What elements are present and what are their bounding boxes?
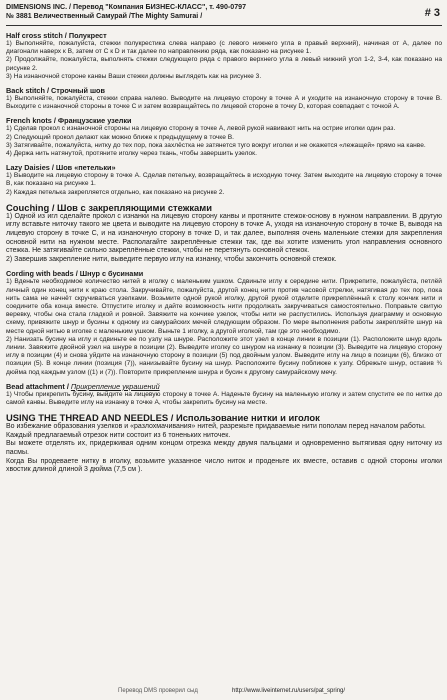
section-title-text: Bead attachment /	[6, 381, 71, 391]
document-page	[6, 3, 442, 475]
section-title-text: Half cross stitch / Полукрест	[6, 31, 107, 40]
paragraph: Вы можете отделять их, придерживая одним концом отрезка между двумя пальцами и одновременно вытягивая одну ниточку из пасмы.	[6, 440, 442, 457]
section-title	[6, 202, 442, 213]
paragraph: Во избежание образования узелков и «разлохмачивания» нитей, разрежьте придаваемые нити пополам перед началом работы.	[6, 423, 426, 431]
page-header	[6, 3, 442, 26]
section	[6, 412, 442, 475]
paragraph: 1) Одной из игл сделайте прокол с изнанки на лицевую сторону канвы и протяните стежок-основу в нужном направлении. В другую иглу вставьте ниточку такого же цвета и выводите на лицевую сторону в точке А, уходя на изнаночную сторону в точке В, выводя на лицевую сторону в точке С, и на изнаночную сторону в точке D, и так далее, выполняя очень маленькие стежки для закрепления основной нити на нужном месте. Располагайте закреплённые стежки так, где вы хотите изменить угол направления основного стежка. Не затягивайте сильно закреплённые стежки, чтобы не перетянуть основной стежок.	[6, 212, 442, 255]
footer-watermark-url: http://www.liveinternet.ru/users/pat_spring/	[232, 688, 346, 694]
section-title-text: USING THE THREAD AND NEEDLES / Использование нитки и иголок	[6, 412, 320, 424]
paragraph: Каждый предлагаемый отрезок нити состоит из 6 тоненьких ниточек.	[6, 431, 231, 439]
instruction-sections	[6, 31, 442, 475]
section-title	[6, 412, 442, 423]
header-line-1: DIMENSIONS INC. / Перевод "Компания БИЗНЕС-КЛАСС", т. 490-0797	[6, 3, 247, 11]
paragraph: 3) Затягивайте, пожалуйста, нитку до тех пор, пока захлёстка не затянется туго вокруг иголки и не окажется «лежащей» прямо на канве.	[6, 141, 426, 149]
paragraph: 2) Следующий прокол делают как можно ближе к предыдущему в точке В.	[6, 133, 234, 141]
paragraph: 1) Чтобы прикрепить бусину, выйдите на лицевую сторону в точке А. Наденьте бусину на маленькую иголку и затем спустите ее по нитке до самой канвы. Выведите иглу на изнанку в точке А, чтобы закрепить бусину на месте.	[6, 390, 442, 407]
section-title-text: Cording with beads / Шнур с бусинами	[6, 269, 144, 279]
section-title	[6, 31, 442, 40]
section	[6, 86, 442, 111]
paragraph: 1) Сделав прокол с изнаночной стороны на лицевую сторону в точке А, левой рукой навивают нить на острие иголки один раз.	[6, 125, 396, 133]
section-title	[6, 163, 442, 172]
paragraph: 1) Выводите на лицевую сторону в точке А. Сделав петельку, возвращайтесь в исходную точку. Затем выходите на лицевую сторону в точке В, как показано на рисунке 1.	[6, 172, 442, 188]
paragraph: Когда Вы продеваете нитку в иголку, возьмите указанное число ниток и проденьте их вместе, оставив с одной стороны иголки хвостик длиной длиной 3 дюйма (7,5 см ).	[6, 457, 442, 474]
paragraph: 2) Каждая петелька закрепляется отдельно, как показано на рисунке 2.	[6, 188, 225, 196]
section-title-text: Couching / Шов с закрепляющими стежками	[6, 201, 212, 213]
section-title-text: French knots / Французские узелки	[6, 116, 132, 126]
paragraph: 1) Вденьте необходимое количество нитей в иголку с маленьким ушком. Сдвиньте иглу к середине нити. Прикрепите, пожалуйста, петлёй личный один конец нити к краю стола. Закручивайте, пожалуйста, другой конец нити против часовой стрелки, натягивая до тех пор, пока нить сама не начнёт скручиваться узелками. Возьмите одной рукой иголку, другой рукой отделите прикреплённый к столу кончик нити и соедините оба конца вместе. Отпустите иголку и дайте возможность нити продолжать закручиваться самостоятельно. Поправьте свитую веревку, чтобы она стала гладкой и ровной. Завяжите на кончике узелок, чтобы нити не распустились. Используя диаграмму и основную схему, привяжите шнур и бусины к одному из самурайских мечей следующим образом. По мере выполнения работы закрепляйте шнур на месте одной нитью в иголке с маленьким ушком. Выньте 1 иголку, а другой иголкой, там где это необходимо.	[6, 278, 442, 335]
paragraph: 4) Держа нить натянутой, протяните иголку через ткань, чтобы завершить узелок.	[6, 150, 257, 158]
paragraph: 2) Нанизать бусину на иглу и сдвиньте ее по узлу на шнуре. Расположите этот узел в конце линии в позиции (1). Расположите шнур вдоль линии. Завяжите двойной узел на шнуре в позиции (2). Выведите иголку со шнуром на изнанку в позиции (3). Выведите на лицевую сторону иглу в позиции (4) и снова уйдите на изнаночную сторону в позиции (5) под двойным узлом. Выведите иглу на лицо в позиции (6), близко от позиции (5). В конце линии (позиция (7)), нанизывайте бусину на шнур. Расположите бусину побликже к узлу. Обрежьте шнур, оставив ¾ дюйма под каждым узлом ((1) и (7)). Повторите прикрепление шнура и бусин к другому самурайскому мечу.	[6, 335, 442, 376]
section	[6, 163, 442, 197]
section-title-text: Lazy Daisies / Шов «петельки»	[6, 163, 116, 173]
page-number: # 3	[424, 7, 440, 19]
section-title	[6, 86, 442, 95]
section	[6, 269, 442, 376]
paragraph: 3) На изнаночной стороне канвы Ваши стежки должны выглядеть как на рисунке 3.	[6, 72, 262, 80]
section-title-subtitle: Прикрепление украшений	[70, 381, 160, 391]
section	[6, 202, 442, 265]
paragraph: 2) Продолжайте, пожалуйста, выполнять стежки следующего ряда с правого верхнего угла в левый нижний угол 1-2, 3-4, как показано на рисунке 2.	[6, 56, 442, 72]
section	[6, 116, 442, 158]
section-title-text: Back stitch / Строчный шов	[6, 86, 106, 96]
section	[6, 382, 442, 407]
paragraph: 1) Выполняйте, пожалуйста, стежки полукрестика слева направо (с левого нижнего угла в правый верхний), начиная от А, далее по диагонали наверх к В, затем от С к D и так далее по направлению ряда, как показано на рисунке 1.	[6, 40, 442, 56]
paragraph: 2) Завершив закрепление нити, выведите первую иглу на изнанку, чтобы закончить основной стежок.	[6, 255, 337, 263]
paragraph: 1) Выполняйте, пожалуйста, стежки справа налево. Выводите на лицевую сторону в точке А и уходите на изнаночную сторону в точке В. Выходите с изнаночной стороны в точке С и затем возвращайтесь по лицевой стороне в точку D, которая совпадает с точкой А.	[6, 95, 442, 111]
section-title	[6, 382, 442, 391]
section	[6, 31, 442, 81]
header-line-2: № 3881 Величественный Самурай /The Mighty Samurai /	[6, 12, 203, 20]
footer-translator-note: Перевод DMS проверил сыд	[118, 688, 198, 694]
